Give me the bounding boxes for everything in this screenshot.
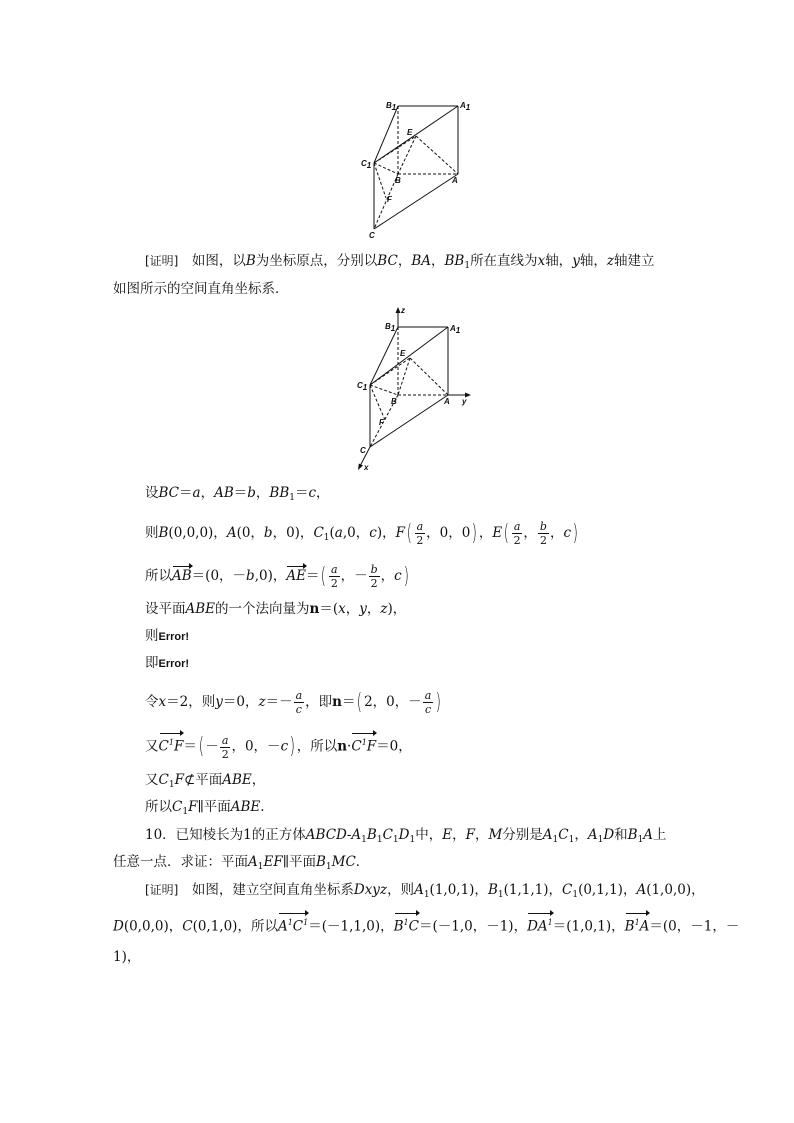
text: 为坐标原点，分别以 bbox=[255, 253, 378, 269]
text: 设 bbox=[145, 485, 159, 501]
text: ＝( bbox=[319, 601, 339, 617]
text: ， bbox=[345, 601, 360, 617]
fraction bbox=[415, 520, 426, 547]
proof1-cf-line bbox=[145, 733, 412, 761]
sub: 1 bbox=[376, 835, 383, 845]
var: C bbox=[158, 772, 169, 788]
fig2-axis-y: y bbox=[462, 397, 467, 406]
var: BB bbox=[269, 485, 290, 501]
text: 则 bbox=[145, 628, 159, 644]
text: 轴建立 bbox=[613, 253, 655, 269]
var: B bbox=[624, 918, 635, 935]
problem10-line1: 10．已知棱长为1的正方体ABCD-$A_1B_1C_1D_1$中，E，F，M分别是$A_1C_1$，$A_1D$和$B_1A$上 bbox=[145, 827, 667, 845]
var: A bbox=[414, 882, 424, 898]
var: B bbox=[158, 525, 169, 541]
text: ,0)， bbox=[254, 568, 287, 584]
var: b bbox=[263, 525, 273, 541]
fig2-label-c: C bbox=[360, 446, 366, 455]
text: 则 bbox=[145, 525, 159, 541]
num: a bbox=[331, 563, 338, 576]
text: 如图，以 bbox=[178, 253, 246, 269]
text: 所以 bbox=[145, 799, 172, 815]
num: a bbox=[416, 520, 424, 533]
sub: 1 bbox=[361, 835, 367, 845]
text: ， bbox=[200, 485, 215, 501]
text: 所在直线为 bbox=[470, 253, 538, 269]
paren: ) bbox=[403, 563, 409, 589]
var: y bbox=[572, 253, 580, 269]
fig1-label-b1: B1 bbox=[386, 101, 397, 112]
var: C bbox=[292, 918, 304, 935]
text: (1,0,1)， bbox=[429, 882, 488, 898]
text: ＝(0，－1，－ bbox=[649, 918, 740, 935]
text: ＝ bbox=[341, 694, 356, 710]
figure-prism-1 bbox=[355, 95, 475, 240]
fig1-label-f: F bbox=[387, 195, 392, 204]
text: ， bbox=[549, 525, 564, 541]
text: 轴， bbox=[545, 253, 573, 269]
proof1-set-line bbox=[145, 483, 330, 503]
var: C bbox=[558, 827, 569, 843]
var: n bbox=[337, 738, 348, 755]
proof-tag: [证明] bbox=[145, 254, 179, 268]
den: 2 bbox=[539, 534, 547, 547]
var: EF bbox=[263, 854, 283, 870]
text: ， bbox=[255, 485, 270, 501]
var: C bbox=[561, 882, 573, 898]
paren: ( bbox=[357, 689, 363, 715]
var: A bbox=[643, 827, 654, 843]
text: ， bbox=[523, 525, 537, 541]
var: F bbox=[174, 772, 184, 788]
fig2-label-e: E bbox=[400, 349, 406, 358]
var: ABCD bbox=[305, 827, 347, 843]
text: 又 bbox=[145, 738, 159, 755]
sub: 1 bbox=[552, 835, 559, 845]
var: F bbox=[173, 738, 184, 755]
text: － bbox=[205, 738, 219, 755]
proof2-line3 bbox=[113, 947, 140, 967]
sub: 1 bbox=[325, 862, 332, 872]
text: ，所以 bbox=[296, 738, 338, 755]
text: ＝(0，－ bbox=[191, 568, 247, 584]
paren: ) bbox=[472, 520, 478, 546]
var: C bbox=[351, 738, 362, 755]
fig1-label-c: C bbox=[369, 231, 375, 240]
fig1-label-a: A bbox=[452, 176, 458, 185]
var: BA bbox=[411, 253, 431, 269]
text: 即 bbox=[145, 655, 159, 671]
var: D bbox=[113, 918, 124, 935]
text: ＝ bbox=[294, 485, 309, 501]
proof1-notin-line bbox=[145, 770, 265, 790]
proof1-intro-line1 bbox=[145, 251, 654, 271]
proof1-vectors-line bbox=[145, 563, 410, 590]
text: ，0，－ bbox=[231, 738, 281, 755]
var: A bbox=[226, 525, 237, 541]
sub: 1 bbox=[464, 261, 471, 271]
text: 平面 bbox=[195, 772, 223, 788]
text: 上 bbox=[653, 827, 667, 843]
vector bbox=[394, 913, 419, 937]
var: b bbox=[246, 568, 255, 584]
text: (1,1,1)， bbox=[503, 882, 562, 898]
sub: 1 bbox=[497, 890, 504, 900]
sup: 1 bbox=[168, 738, 174, 747]
den: 2 bbox=[513, 534, 521, 547]
sub: 1 bbox=[323, 533, 330, 543]
text: ，即 bbox=[305, 694, 333, 710]
proof2-line2 bbox=[113, 913, 739, 937]
sup: 1 bbox=[287, 918, 293, 927]
den: c bbox=[424, 703, 432, 716]
text: ，－ bbox=[340, 568, 368, 584]
var: z bbox=[380, 601, 388, 617]
vector bbox=[625, 913, 650, 937]
var: F bbox=[395, 525, 405, 541]
var: y bbox=[359, 601, 367, 617]
var: c bbox=[280, 738, 289, 755]
den: 2 bbox=[370, 577, 378, 590]
fig1-label-b: B bbox=[395, 176, 401, 185]
vector bbox=[159, 733, 184, 757]
var: c bbox=[394, 568, 402, 584]
var: B bbox=[245, 253, 256, 269]
var: E bbox=[442, 827, 453, 843]
text: 1)， bbox=[113, 949, 141, 965]
sub: 1 bbox=[257, 862, 264, 872]
fig2-label-b: B bbox=[391, 397, 397, 406]
fraction bbox=[220, 734, 231, 761]
text: (1,0,0)， bbox=[646, 882, 705, 898]
fraction bbox=[369, 563, 380, 590]
sub: 1 bbox=[568, 835, 575, 845]
text: 令 bbox=[145, 694, 159, 710]
vector bbox=[278, 913, 308, 937]
var: AB bbox=[214, 485, 234, 501]
fig2-label-a1: A1 bbox=[450, 324, 461, 335]
sub: 1 bbox=[409, 835, 416, 845]
text: ∥平面 bbox=[197, 799, 231, 815]
den: 2 bbox=[221, 747, 229, 761]
paren: ( bbox=[198, 734, 204, 759]
num: a bbox=[424, 689, 432, 702]
text: 设平面 bbox=[145, 601, 186, 617]
fraction bbox=[538, 520, 549, 547]
var: E bbox=[492, 525, 503, 541]
text: 的一个法向量为 bbox=[215, 601, 310, 617]
text: ， bbox=[430, 253, 445, 269]
text: 分别是 bbox=[502, 827, 543, 843]
text: ＝0， bbox=[222, 694, 259, 710]
figure-prism-2 bbox=[355, 303, 480, 473]
vector: AB bbox=[172, 568, 192, 584]
var: MC bbox=[331, 854, 356, 870]
sub: 1 bbox=[423, 890, 430, 900]
var: A bbox=[639, 918, 650, 935]
var: BC bbox=[377, 253, 398, 269]
text: 如图所示的空间直角坐标系． bbox=[113, 281, 289, 297]
text: ⊄ bbox=[183, 772, 196, 788]
fig2-axis-x: x bbox=[364, 463, 369, 472]
text: ，0)， bbox=[272, 525, 314, 541]
text: (0,1,0)，所以 bbox=[192, 918, 278, 935]
text: 中， bbox=[415, 827, 443, 843]
text: )， bbox=[387, 601, 407, 617]
text: (0,0,0)， bbox=[168, 525, 227, 541]
sub: 1 bbox=[392, 835, 399, 845]
var: DA bbox=[527, 918, 548, 935]
text: ∥平面 bbox=[282, 854, 316, 870]
num: a bbox=[513, 520, 521, 533]
var: y bbox=[215, 694, 223, 710]
text: ，0，0 bbox=[426, 525, 471, 541]
text: )， bbox=[376, 525, 396, 541]
var: A bbox=[277, 918, 288, 935]
var: A bbox=[351, 827, 362, 843]
text: 和 bbox=[614, 827, 628, 843]
den: 2 bbox=[416, 534, 424, 547]
var: D bbox=[603, 827, 615, 843]
var: C bbox=[313, 525, 324, 541]
text: ,0， bbox=[342, 525, 370, 541]
var: b bbox=[247, 485, 256, 501]
sup: 1 bbox=[547, 918, 553, 927]
paren: ) bbox=[572, 520, 578, 546]
fraction bbox=[512, 520, 523, 547]
text: ， bbox=[316, 485, 330, 501]
var: n bbox=[332, 694, 342, 710]
text: ＝0， bbox=[376, 738, 412, 755]
var: A bbox=[636, 882, 647, 898]
fig2-axis-z: z bbox=[401, 306, 405, 315]
text: ＝(－1,1,0)， bbox=[308, 918, 394, 935]
text: ， bbox=[397, 253, 412, 269]
text: ＝(－1,0，－1)， bbox=[418, 918, 528, 935]
paren: ( bbox=[406, 520, 412, 546]
text: · bbox=[347, 738, 352, 755]
text: ＝ bbox=[183, 738, 197, 755]
text: 所以 bbox=[145, 568, 172, 584]
vector bbox=[527, 913, 553, 937]
text: 任意一点．求证：平面 bbox=[113, 854, 248, 870]
fraction bbox=[423, 689, 434, 716]
var: c bbox=[563, 525, 572, 541]
text: - bbox=[346, 827, 352, 843]
var: C bbox=[182, 918, 193, 935]
proof1-ie-error bbox=[145, 653, 189, 674]
var: C bbox=[172, 799, 183, 815]
sub: 1 bbox=[572, 890, 579, 900]
proof1-coords-line bbox=[145, 520, 580, 547]
paren: ( bbox=[321, 563, 327, 589]
var: c bbox=[369, 525, 377, 541]
text: (0,0,0)， bbox=[123, 918, 183, 935]
num: a bbox=[221, 733, 229, 747]
var: Dxyz bbox=[353, 882, 388, 898]
var: B bbox=[366, 827, 377, 843]
sup: 1 bbox=[634, 918, 640, 927]
var: z bbox=[258, 694, 266, 710]
text: 2，0，－ bbox=[364, 694, 422, 710]
var: F bbox=[188, 799, 198, 815]
var: z bbox=[606, 253, 614, 269]
var: BC bbox=[158, 485, 180, 501]
var: ABE bbox=[222, 772, 252, 788]
var: C bbox=[408, 918, 419, 935]
var: a bbox=[334, 525, 343, 541]
fig1-label-e: E bbox=[407, 128, 413, 137]
fig2-label-c1: C1 bbox=[357, 381, 368, 392]
text: ＝－ bbox=[265, 694, 293, 710]
text: 10．已知棱长为1的正方体 bbox=[145, 827, 306, 843]
proof-tag: [证明] bbox=[145, 883, 179, 897]
proof2-line1 bbox=[145, 880, 705, 900]
sub: 1 bbox=[637, 835, 644, 845]
num: b bbox=[370, 563, 378, 576]
paren: ( bbox=[503, 520, 510, 546]
fraction bbox=[329, 563, 340, 590]
var: B bbox=[315, 854, 326, 870]
den: c bbox=[295, 703, 302, 716]
proof1-then-error bbox=[145, 626, 189, 647]
paren: ) bbox=[436, 689, 442, 715]
var: B bbox=[393, 918, 404, 935]
var: F bbox=[366, 738, 377, 755]
text: ＝ bbox=[305, 568, 320, 584]
text: ， bbox=[366, 601, 381, 617]
var: n bbox=[309, 601, 320, 617]
var: x bbox=[338, 601, 346, 617]
var: A bbox=[542, 827, 553, 843]
var: ABE bbox=[230, 799, 261, 815]
var: ABE bbox=[185, 601, 216, 617]
text: ， bbox=[478, 525, 493, 541]
paren: ) bbox=[289, 734, 295, 759]
sub: 1 bbox=[597, 835, 604, 845]
sub: 1 bbox=[182, 807, 189, 817]
text: ＝ bbox=[179, 485, 193, 501]
fig2-label-f: F bbox=[379, 418, 384, 427]
proof1-conclusion bbox=[145, 797, 265, 817]
text: ， bbox=[380, 568, 395, 584]
var: B bbox=[487, 882, 498, 898]
var: x bbox=[537, 253, 546, 269]
problem10-line2 bbox=[113, 852, 369, 872]
text: ＝ bbox=[233, 485, 248, 501]
fig2-label-b1: B1 bbox=[385, 322, 396, 333]
var: a bbox=[192, 485, 201, 501]
var: D bbox=[398, 827, 410, 843]
var: A bbox=[587, 827, 598, 843]
error-text: Error! bbox=[158, 658, 190, 670]
fig2-label-a: A bbox=[444, 397, 450, 406]
text: ，则 bbox=[387, 882, 415, 898]
proof1-intro-line2 bbox=[113, 279, 289, 299]
var: C bbox=[382, 827, 393, 843]
text: ． bbox=[355, 854, 370, 870]
sub: 1 bbox=[289, 493, 295, 503]
text: . bbox=[260, 799, 265, 815]
sup: 1 bbox=[303, 918, 309, 927]
var: F bbox=[465, 827, 475, 843]
num: b bbox=[539, 520, 547, 533]
var: M bbox=[488, 827, 503, 843]
fraction bbox=[294, 689, 305, 716]
sup: 1 bbox=[361, 738, 367, 747]
proof1-let-line bbox=[145, 689, 443, 716]
text: ( bbox=[329, 525, 335, 541]
text: 如图，建立空间直角坐标系 bbox=[178, 882, 354, 898]
sup: 1 bbox=[403, 918, 409, 927]
vector bbox=[351, 733, 376, 757]
var: C bbox=[158, 738, 169, 755]
text: 轴， bbox=[579, 253, 607, 269]
proof1-normal-line bbox=[145, 599, 406, 619]
text: ＝(1,0,1)， bbox=[552, 918, 625, 935]
var: x bbox=[158, 694, 167, 710]
var: BB bbox=[444, 253, 465, 269]
den: 2 bbox=[330, 577, 338, 590]
error-text: Error! bbox=[158, 631, 190, 643]
sub: 1 bbox=[168, 780, 175, 790]
text: (0,1,1)， bbox=[578, 882, 637, 898]
text: 又 bbox=[145, 772, 159, 788]
text: ， bbox=[251, 772, 266, 788]
var: A bbox=[248, 854, 258, 870]
fig1-label-a1: A1 bbox=[460, 101, 471, 112]
text: (0， bbox=[236, 525, 264, 541]
vector: AE bbox=[286, 568, 306, 584]
num: a bbox=[295, 689, 303, 702]
fig1-label-c1: C1 bbox=[361, 159, 372, 170]
var: B bbox=[627, 827, 638, 843]
var: c bbox=[308, 485, 317, 501]
text: ＝2，则 bbox=[166, 694, 216, 710]
